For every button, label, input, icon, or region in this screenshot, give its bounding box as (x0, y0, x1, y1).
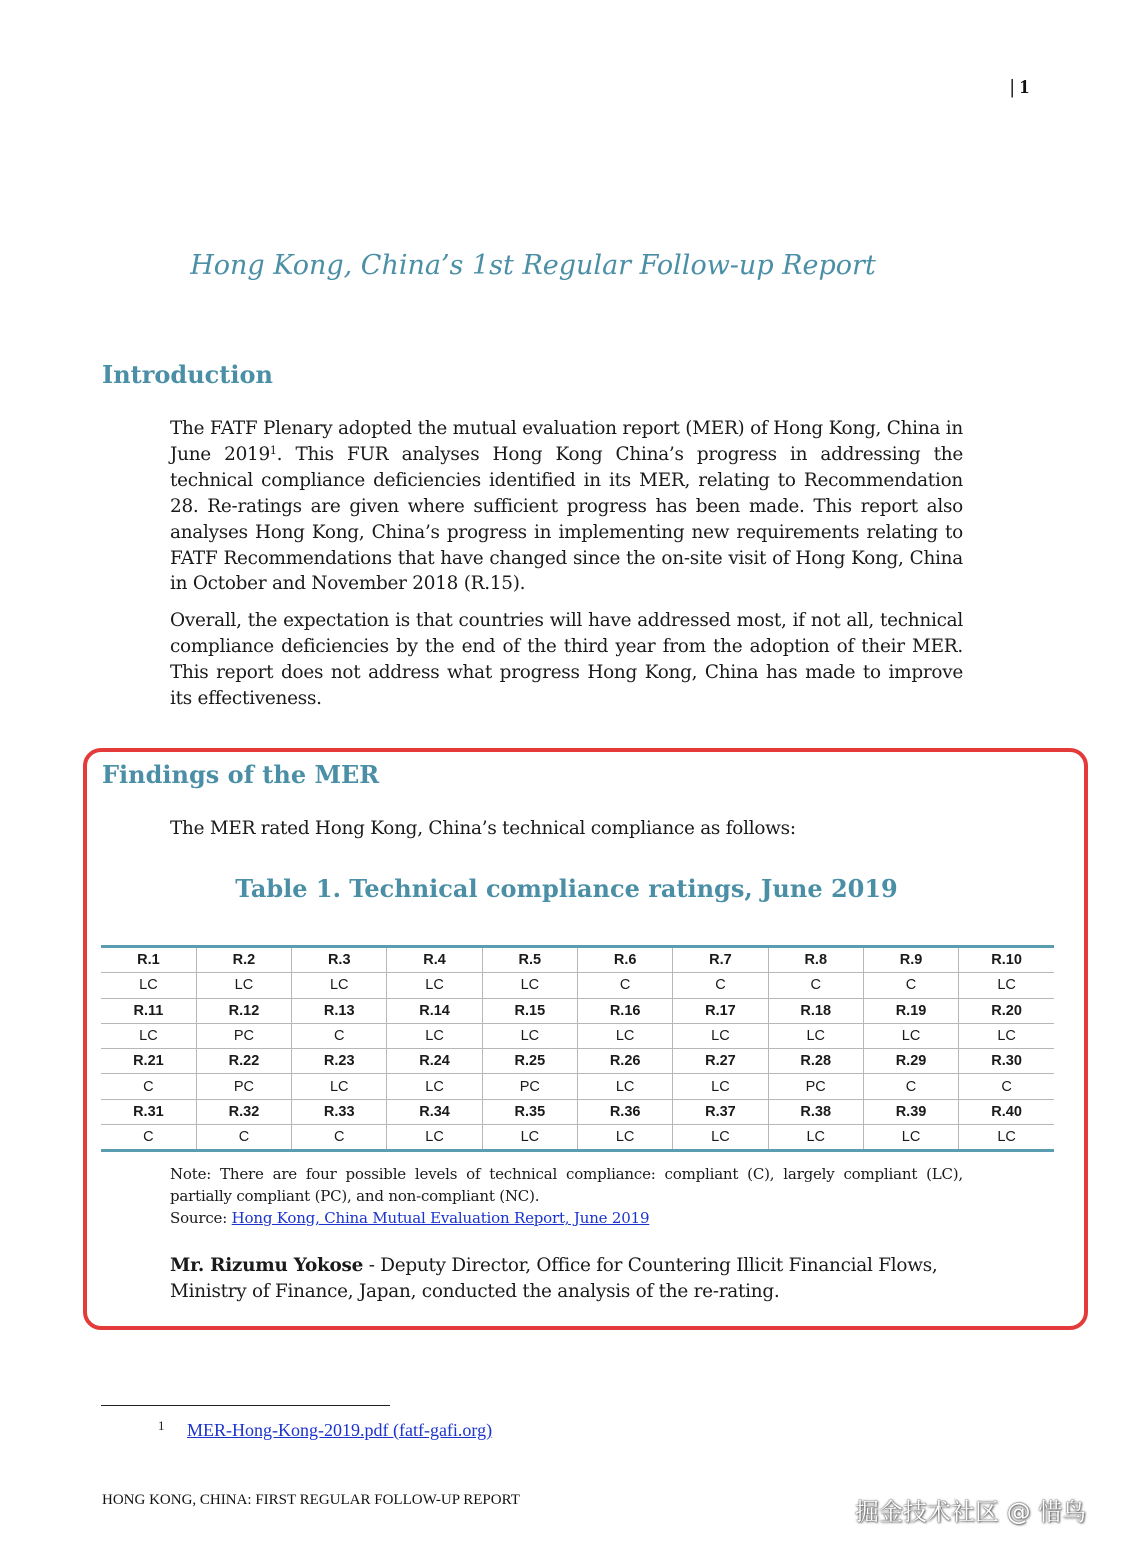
rating-cell: LC (577, 1125, 672, 1151)
author-name: Mr. Rizumu Yokose (170, 1255, 364, 1276)
rating-cell: LC (482, 1125, 577, 1151)
recommendation-cell: R.6 (577, 947, 672, 973)
rating-cell: LC (196, 973, 291, 998)
recommendation-cell: R.33 (292, 1099, 387, 1124)
rating-cell: C (673, 973, 768, 998)
recommendation-cell: R.11 (101, 998, 196, 1023)
rating-cell: C (577, 973, 672, 998)
recommendation-cell: R.10 (959, 947, 1054, 973)
rating-cell: LC (959, 973, 1054, 998)
table-source (170, 1208, 649, 1229)
table-note: Note: There are four possible levels of technical compliance: compliant (C), largely compliant (LC), partially compliant (PC), and non-compliant (NC). (170, 1165, 963, 1205)
recommendation-cell: R.1 (101, 947, 196, 973)
rating-cell: LC (482, 1023, 577, 1048)
introduction-paragraph-1 (170, 416, 963, 597)
rating-cell: LC (577, 1023, 672, 1048)
introduction-heading: Introduction (102, 360, 273, 389)
recommendation-cell: R.3 (292, 947, 387, 973)
rating-cell: PC (196, 1074, 291, 1099)
recommendation-cell: R.34 (387, 1099, 482, 1124)
footnote-link[interactable]: MER-Hong-Kong-2019.pdf (fatf-gafi.org) (187, 1420, 493, 1440)
recommendation-cell: R.40 (959, 1099, 1054, 1124)
rating-cell: LC (387, 1023, 482, 1048)
recommendation-row (101, 947, 1054, 973)
recommendation-cell: R.23 (292, 1049, 387, 1074)
rating-cell: LC (959, 1125, 1054, 1151)
recommendation-cell: R.19 (863, 998, 958, 1023)
rating-cell: LC (863, 1023, 958, 1048)
author-description: - Deputy Director, Office for Countering Illicit Financial Flows, Ministry of Finance, Japan, conducted the analysis of the re-rating. (170, 1255, 938, 1302)
recommendation-cell: R.26 (577, 1049, 672, 1074)
recommendation-cell: R.24 (387, 1049, 482, 1074)
rating-row (101, 1023, 1054, 1048)
recommendation-cell: R.7 (673, 947, 768, 973)
rating-row (101, 973, 1054, 998)
rating-cell: LC (673, 1125, 768, 1151)
rating-cell: C (196, 1125, 291, 1151)
rating-cell: LC (768, 1023, 863, 1048)
recommendation-cell: R.20 (959, 998, 1054, 1023)
recommendation-cell: R.14 (387, 998, 482, 1023)
findings-intro: The MER rated Hong Kong, China’s technical compliance as follows: (170, 818, 796, 839)
recommendation-cell: R.8 (768, 947, 863, 973)
page-footer: HONG KONG, CHINA: FIRST REGULAR FOLLOW-UP REPORT (102, 1492, 520, 1508)
paragraph-text: The FATF Plenary adopted the mutual evaluation report (MER) of Hong Kong, China in June 2019 (170, 418, 963, 465)
recommendation-cell: R.30 (959, 1049, 1054, 1074)
recommendation-cell: R.22 (196, 1049, 291, 1074)
rating-cell: C (863, 1074, 958, 1099)
table-title: Table 1. Technical compliance ratings, June 2019 (235, 874, 898, 903)
rating-cell: C (101, 1074, 196, 1099)
source-link[interactable]: Hong Kong, China Mutual Evaluation Report, June 2019 (231, 1209, 650, 1227)
rating-cell: LC (482, 973, 577, 998)
rating-cell: PC (482, 1074, 577, 1099)
recommendation-cell: R.27 (673, 1049, 768, 1074)
recommendation-row (101, 1099, 1054, 1124)
recommendation-cell: R.28 (768, 1049, 863, 1074)
recommendation-cell: R.38 (768, 1099, 863, 1124)
rating-cell: C (863, 973, 958, 998)
rating-cell: C (292, 1125, 387, 1151)
rating-cell: LC (101, 1023, 196, 1048)
recommendation-cell: R.13 (292, 998, 387, 1023)
recommendation-cell: R.39 (863, 1099, 958, 1124)
rating-cell: C (768, 973, 863, 998)
recommendation-cell: R.36 (577, 1099, 672, 1124)
rating-cell: LC (768, 1125, 863, 1151)
recommendation-cell: R.29 (863, 1049, 958, 1074)
watermark: 掘金技术社区 @ 惜鸟 (855, 1498, 1087, 1526)
recommendation-row (101, 1049, 1054, 1074)
recommendation-cell: R.16 (577, 998, 672, 1023)
recommendation-row (101, 998, 1054, 1023)
recommendation-cell: R.37 (673, 1099, 768, 1124)
recommendation-cell: R.32 (196, 1099, 291, 1124)
rating-cell: PC (768, 1074, 863, 1099)
rating-cell: LC (863, 1125, 958, 1151)
rating-cell: LC (387, 973, 482, 998)
rating-cell: C (143, 1129, 154, 1146)
introduction-paragraph-2: Overall, the expectation is that countries will have addressed most, if not all, technical compliance deficiencies by the end of the third year from the adoption of their MER. This report does not address what progress Hong Kong, China has made to improve its effectiveness. (170, 610, 963, 709)
rating-cell: LC (673, 1023, 768, 1048)
recommendation-cell: R.17 (673, 998, 768, 1023)
rating-cell: LC (101, 973, 196, 998)
ratings-table (101, 945, 1054, 1152)
rating-row (101, 1074, 1054, 1099)
page-number: | 1 (1010, 76, 1030, 98)
source-label: Source: (170, 1209, 232, 1227)
rating-cell: LC (387, 1125, 482, 1151)
rating-cell: C (959, 1074, 1054, 1099)
footnote-number: 1 (158, 1418, 165, 1433)
rating-row (101, 1125, 1054, 1151)
findings-heading: Findings of the MER (102, 760, 380, 789)
rating-cell: C (292, 1023, 387, 1048)
report-title: Hong Kong, China’s 1st Regular Follow-up Report (190, 250, 876, 281)
rating-cell: LC (959, 1023, 1054, 1048)
recommendation-cell: R.31 (101, 1099, 196, 1124)
recommendation-cell: R.25 (482, 1049, 577, 1074)
rating-cell: LC (292, 973, 387, 998)
footnote-separator (101, 1405, 390, 1406)
footnote-reference[interactable]: 1 (269, 443, 277, 457)
recommendation-cell: R.4 (387, 947, 482, 973)
recommendation-cell: R.9 (863, 947, 958, 973)
recommendation-cell: R.5 (482, 947, 577, 973)
recommendation-cell: R.12 (196, 998, 291, 1023)
recommendation-cell: R.35 (482, 1099, 577, 1124)
rating-cell: LC (673, 1074, 768, 1099)
recommendation-cell: R.18 (768, 998, 863, 1023)
recommendation-cell: R.15 (482, 998, 577, 1023)
paragraph-text: . This FUR analyses Hong Kong China’s progress in addressing the technical compliance deficiencies identified in its MER, relating to Recommendation 28. Re-ratings are given where sufficient progress has been made. This report also analyses Hong Kong, China’s progress in implementing new requirements relating to FATF Recommendations that have changed since the on-site visit of Hong Kong, China in October and November 2018 (R.15). (170, 443, 963, 595)
rating-cell: LC (577, 1074, 672, 1099)
rating-cell: PC (196, 1023, 291, 1048)
rating-cell: LC (387, 1074, 482, 1099)
recommendation-cell: R.2 (196, 947, 291, 973)
author-credit (170, 1253, 963, 1305)
recommendation-cell: R.21 (101, 1049, 196, 1074)
rating-cell: LC (292, 1074, 387, 1099)
footnote (158, 1418, 492, 1441)
